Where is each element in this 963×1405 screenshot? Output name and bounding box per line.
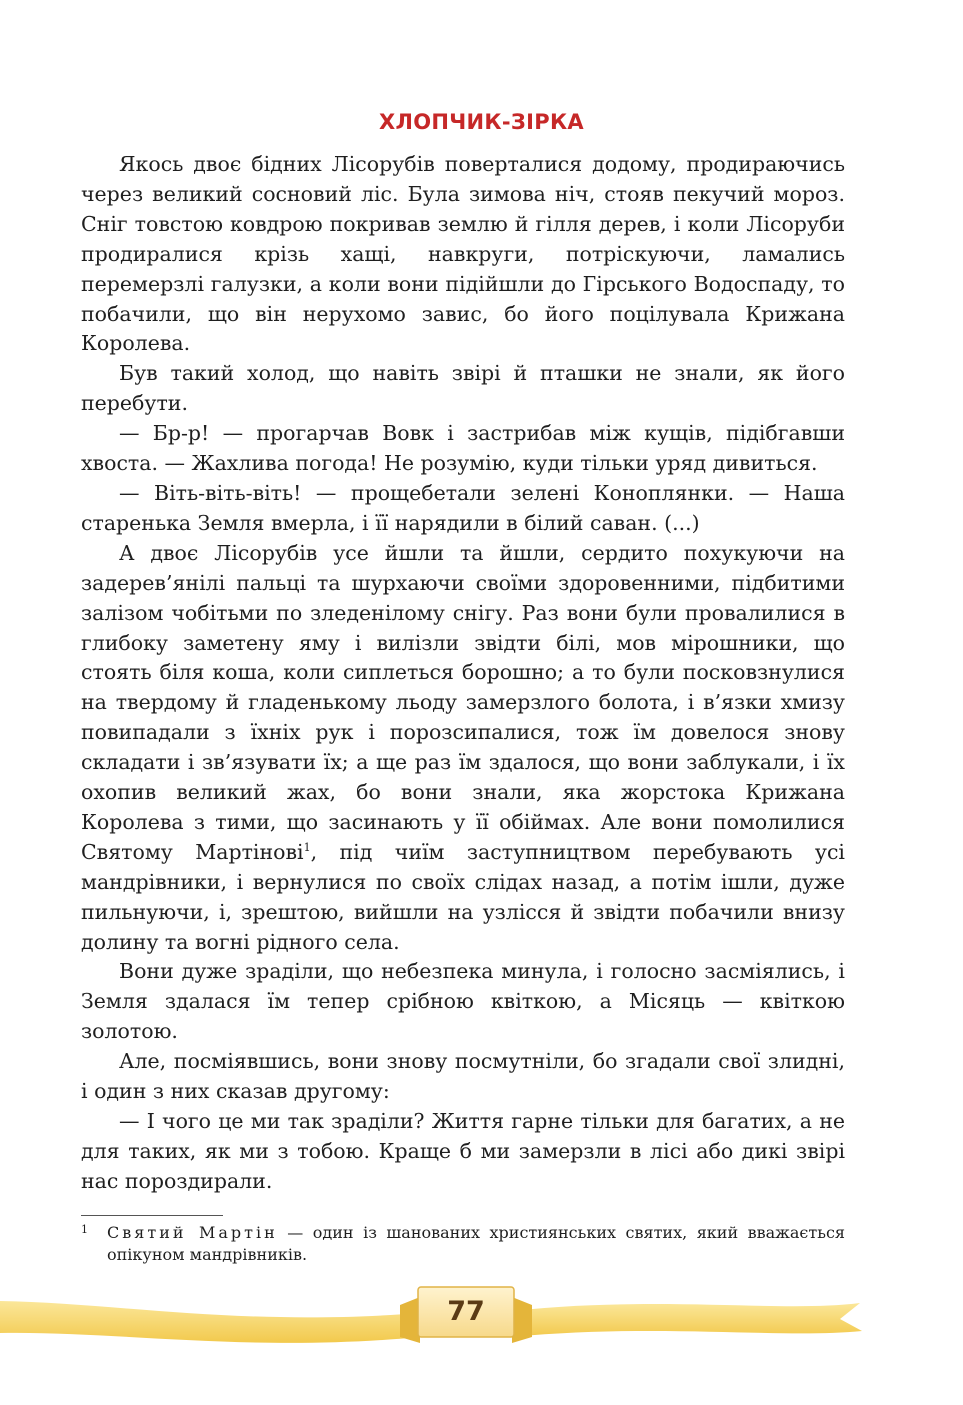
footnote-text: — один із шанованих християнських святих, який вважається опікуном мандрівників. — [107, 1223, 845, 1264]
page-number: 77 — [447, 1296, 485, 1327]
paragraph-4: — Віть-віть-віть! — прощебетали зелені Коноплянки. — Наша старенька Земля вмерла, і її нарядили в білий саван. (...) — [81, 480, 845, 535]
paragraph-5-part-2: , під чиїм заступництвом перебувають усі мандрівники, і вернулися по своїх слідах назад, а потім ішли, дуже пильнуючи, і, зрештою, вийшли на узлісся й звідти побачили внизу долину та вогні рідного села. — [81, 839, 845, 954]
paragraph-5 — [81, 539, 845, 958]
paragraph-1: Якось двоє бідних Лісорубів поверталися додому, продираючись через великий сосновий ліс. Була зимова ніч, стояв пекучий мороз. Сніг товстою ковдрою покривав землю й гілля дерев, і коли Лісоруби продиралися крізь хащі, навкруги, потріскуючи, ламались перемерзлі галузки, а коли вони підійшли до Гірського Водоспаду, то побачили, що він нерухомо завис, бо його поцілувала Крижана Королева. — [81, 152, 845, 356]
page-title: ХЛОПЧИК-ЗІРКА — [379, 110, 584, 134]
footnote-body — [81, 1222, 845, 1266]
paragraph-7: Але, посміявшись, вони знову посмутніли, бо згадали свої злидні, і один з них сказав другому: — [81, 1049, 845, 1104]
story-text — [81, 150, 845, 1197]
footnote-number: 1 — [81, 1223, 88, 1236]
paragraph-5-part-1: А двоє Лісорубів усе йшли та йшли, сердито похукуючи на задерев’янілі пальці та шурхаючи своїми здоровенними, підбитими залізом чобітьми по зледенілому снігу. Раз вони були провалилися в глибоку заметену яму і вилізли звідти білі, мов мірошники, що стоять біля коша, коли сиплеться борошно; а то були посковзнулися на твердому й гладенькому льоду замерзлого болота, і в’язки хмизу повипадали з їхніх рук і порозсипалися, тож їм довелося знову складати і зв’язувати їх; а ще раз їм здалося, що вони заблукали, і їх охопив великий жах, бо вони знали, яка жорстока Крижана Королева з тими, що засинають у її обіймах. Але вони помолилися Святому Мартінові — [81, 540, 845, 864]
footnote-reference: 1 — [303, 841, 311, 855]
paragraph-6: Вони дуже зраділи, що небезпека минула, і голосно засміялись, і Земля здалася їм тепер срібною квіткою, а Місяць — квіткою золотою. — [81, 959, 845, 1044]
footnote-term: Святий Мартін — [107, 1223, 278, 1242]
paragraph-2: Був такий холод, що навіть звірі й пташки не знали, як його перебути. — [81, 361, 845, 416]
paragraph-8: — І чого це ми так зраділи? Життя гарне тільки для багатих, а не для таких, як ми з тобою. Краще б ми замерзли в лісі або дикі звірі нас пороздирали. — [81, 1109, 845, 1193]
footnote-divider — [81, 1215, 223, 1216]
paragraph-3: — Бр-р! — прогарчав Вовк і застрибав між кущів, підібгавши хвоста. — Жахлива погода! Не розумію, куди тільки уряд дивиться. — [81, 421, 845, 476]
footnote — [81, 1222, 845, 1266]
